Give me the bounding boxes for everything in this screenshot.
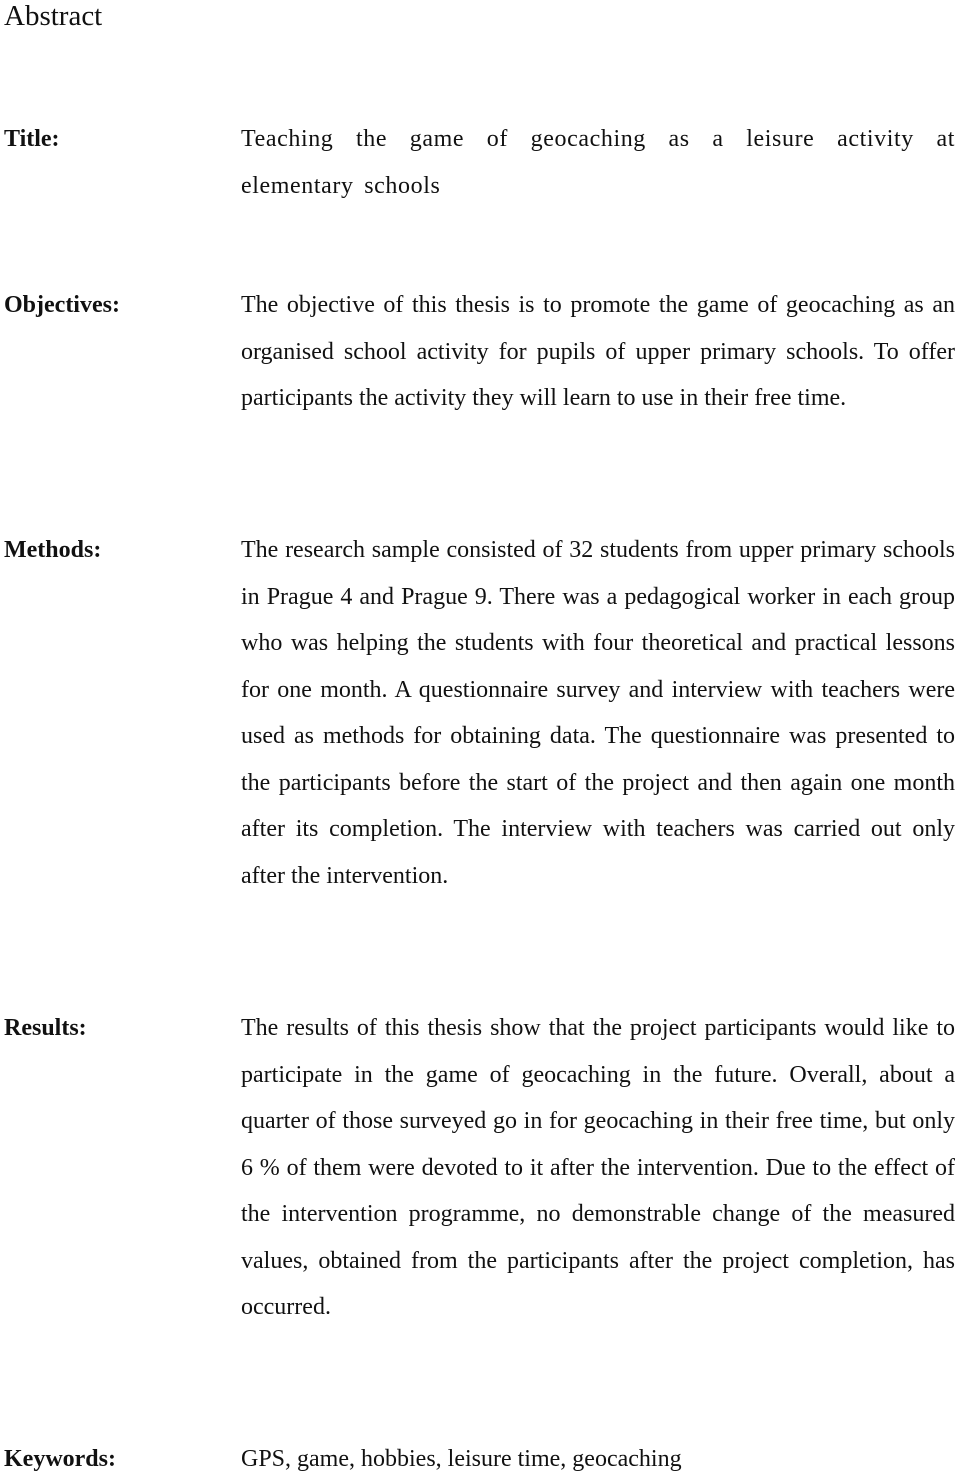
objectives-text: The objective of this thesis is to promote the game of geocaching as an organised school activity for pupils of upper primary schools. To offer participants the activity they will learn to use in their free time. [241,292,955,411]
title-text: Teaching the game of geocaching as a leisure activity at elementary schools [241,126,955,199]
title-label: Title: [4,126,60,152]
keywords-label: Keywords: [4,1446,116,1472]
keywords-text: GPS, game, hobbies, leisure time, geocaching [241,1446,682,1472]
methods-text: The research sample consisted of 32 students from upper primary schools in Prague 4 and Prague 9. There was a pedagogical worker in each group who was helping the students with four theoretical and practical lessons for one month. A questionnaire survey and interview with teachers were used as methods for obtaining data. The questionnaire was presented to the participants before the start of the project and then again one month after its completion. The interview with teachers was carried out only after the intervention. [241,537,955,889]
methods-label: Methods: [4,537,102,563]
objectives-label: Objectives: [4,292,120,318]
results-text: The results of this thesis show that the project participants would like to participate in the game of geocaching in the future. Overall, about a quarter of those surveyed go in for geocaching in their free time, but only 6 % of them were devoted to it after the intervention. Due to the effect of the intervention programme, no demonstrable change of the measured values, obtained from the participants after the project completion, has occurred. [241,1015,955,1320]
page-heading: Abstract [4,0,103,32]
results-label: Results: [4,1015,87,1041]
